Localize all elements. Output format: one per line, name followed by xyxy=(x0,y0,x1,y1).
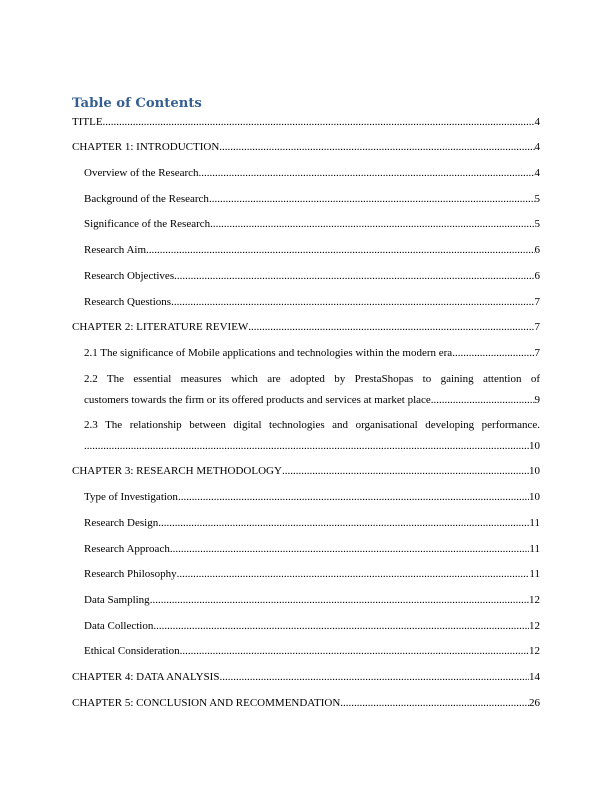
toc-page-number: 11 xyxy=(529,568,540,580)
toc-entry-label-line-1: 2.3 The relationship between digital technologies and organisational developing performance. xyxy=(84,419,540,431)
toc-leader-dots xyxy=(248,319,534,335)
toc-entry-label: Research Aim xyxy=(84,244,147,256)
toc-entry-label: CHAPTER 4: DATA ANALYSIS xyxy=(72,671,220,683)
toc-leader-dots xyxy=(84,436,529,457)
toc-leader-dots xyxy=(431,390,535,411)
toc-entry-research-questions[interactable] xyxy=(84,294,540,310)
toc-entry-significance[interactable] xyxy=(84,216,540,232)
toc-page-number: 4 xyxy=(534,167,540,179)
toc-entry-chapter-2[interactable] xyxy=(72,319,540,335)
toc-leader-dots xyxy=(282,463,529,479)
toc-entry-label: CHAPTER 3: RESEARCH METHODOLOGY xyxy=(72,465,282,477)
toc-page-number: 4 xyxy=(534,116,540,128)
toc-leader-dots xyxy=(219,669,529,685)
toc-entry-label: Research Philosophy xyxy=(84,568,177,580)
toc-leader-dots xyxy=(146,242,534,258)
toc-entry-2-2[interactable] xyxy=(84,369,540,410)
toc-leader-dots xyxy=(174,268,534,284)
toc-leader-dots xyxy=(180,643,529,659)
toc-page-number: 9 xyxy=(534,393,540,406)
toc-entry-chapter-4[interactable] xyxy=(72,669,540,685)
toc-page-number: 10 xyxy=(529,439,540,452)
toc-leader-dots xyxy=(150,592,529,608)
toc-entry-label: Overview of the Research xyxy=(84,167,199,179)
toc-page-number: 5 xyxy=(534,218,540,230)
toc-entry-chapter-5[interactable] xyxy=(72,695,540,711)
toc-heading: Table of Contents xyxy=(72,96,202,111)
toc-entry-research-aim[interactable] xyxy=(84,242,540,258)
toc-leader-dots xyxy=(103,114,535,130)
toc-entry-data-collection[interactable] xyxy=(84,618,540,634)
toc-page-number: 5 xyxy=(534,193,540,205)
toc-entry-label: Research Design xyxy=(84,517,159,529)
toc-entry-label: 2.1 The significance of Mobile applications and technologies within the modern era xyxy=(84,347,453,359)
toc-page-number: 6 xyxy=(534,244,540,256)
toc-entry-2-3[interactable] xyxy=(84,415,540,456)
toc-leader-dots xyxy=(219,139,534,155)
toc-entry-title[interactable] xyxy=(72,114,540,130)
toc-entry-overview[interactable] xyxy=(84,165,540,181)
toc-page-number: 7 xyxy=(534,347,540,359)
toc-entry-research-objectives[interactable] xyxy=(84,268,540,284)
toc-leader-dots xyxy=(199,165,535,181)
toc-page-number: 7 xyxy=(534,296,540,308)
toc-entry-label: Data Sampling xyxy=(84,594,150,606)
toc-entry-label: CHAPTER 1: INTRODUCTION xyxy=(72,141,220,153)
toc-entry-label: Ethical Consideration xyxy=(84,645,180,657)
toc-leader-dots xyxy=(178,489,529,505)
toc-page-number: 12 xyxy=(529,594,540,606)
toc-page-number: 7 xyxy=(534,321,540,333)
toc-page-number: 11 xyxy=(529,543,540,555)
toc-entry-label: Type of Investigation xyxy=(84,491,178,503)
toc-leader-dots xyxy=(452,345,534,361)
toc-page-number: 10 xyxy=(529,491,540,503)
toc-page-number: 12 xyxy=(529,645,540,657)
toc-page-number: 12 xyxy=(529,620,540,632)
toc-leader-dots xyxy=(158,515,529,531)
toc-entry-label: Background of the Research xyxy=(84,193,209,205)
toc-leader-dots xyxy=(177,566,530,582)
toc-leader-dots xyxy=(170,541,530,557)
toc-entry-2-1[interactable] xyxy=(84,345,540,361)
toc-entry-chapter-3[interactable] xyxy=(72,463,540,479)
toc-entry-type-of-investigation[interactable] xyxy=(84,489,540,505)
toc-entry-label-line-1: 2.2 The essential measures which are adopted by PrestaShopas to gaining attention of xyxy=(84,373,540,385)
toc-entry-label: Research Approach xyxy=(84,543,170,555)
toc-leader-dots xyxy=(340,695,529,711)
toc-entry-label: CHAPTER 2: LITERATURE REVIEW xyxy=(72,321,249,333)
toc-leader-dots xyxy=(153,618,529,634)
toc-leader-dots xyxy=(209,191,535,207)
toc-page-number: 11 xyxy=(529,517,540,529)
toc-entry-data-sampling[interactable] xyxy=(84,592,540,608)
toc-page-number: 6 xyxy=(534,270,540,282)
toc-page-number: 4 xyxy=(534,141,540,153)
toc-entry-label-line-2: customers towards the firm or its offered products and services at market place xyxy=(84,393,431,406)
toc-page-number: 26 xyxy=(529,697,540,709)
toc-entry-label: Research Objectives xyxy=(84,270,175,282)
toc-entry-ethical-consideration[interactable] xyxy=(84,643,540,659)
toc-leader-dots xyxy=(210,216,534,232)
toc-entry-label: TITLE xyxy=(72,116,103,128)
toc-entry-label: Data Collection xyxy=(84,620,154,632)
toc-entry-research-design[interactable] xyxy=(84,515,540,531)
toc-entry-chapter-1[interactable] xyxy=(72,139,540,155)
toc-entry-research-approach[interactable] xyxy=(84,541,540,557)
toc-entry-label: Research Questions xyxy=(84,296,172,308)
toc-page-number: 10 xyxy=(529,465,540,477)
toc-entry-label: Significance of the Research xyxy=(84,218,211,230)
toc-entry-label: CHAPTER 5: CONCLUSION AND RECOMMENDATION xyxy=(72,697,341,709)
toc-entry-research-philosophy[interactable] xyxy=(84,566,540,582)
toc-leader-dots xyxy=(171,294,534,310)
toc-entry-background[interactable] xyxy=(84,191,540,207)
toc-page-number: 14 xyxy=(529,671,540,683)
